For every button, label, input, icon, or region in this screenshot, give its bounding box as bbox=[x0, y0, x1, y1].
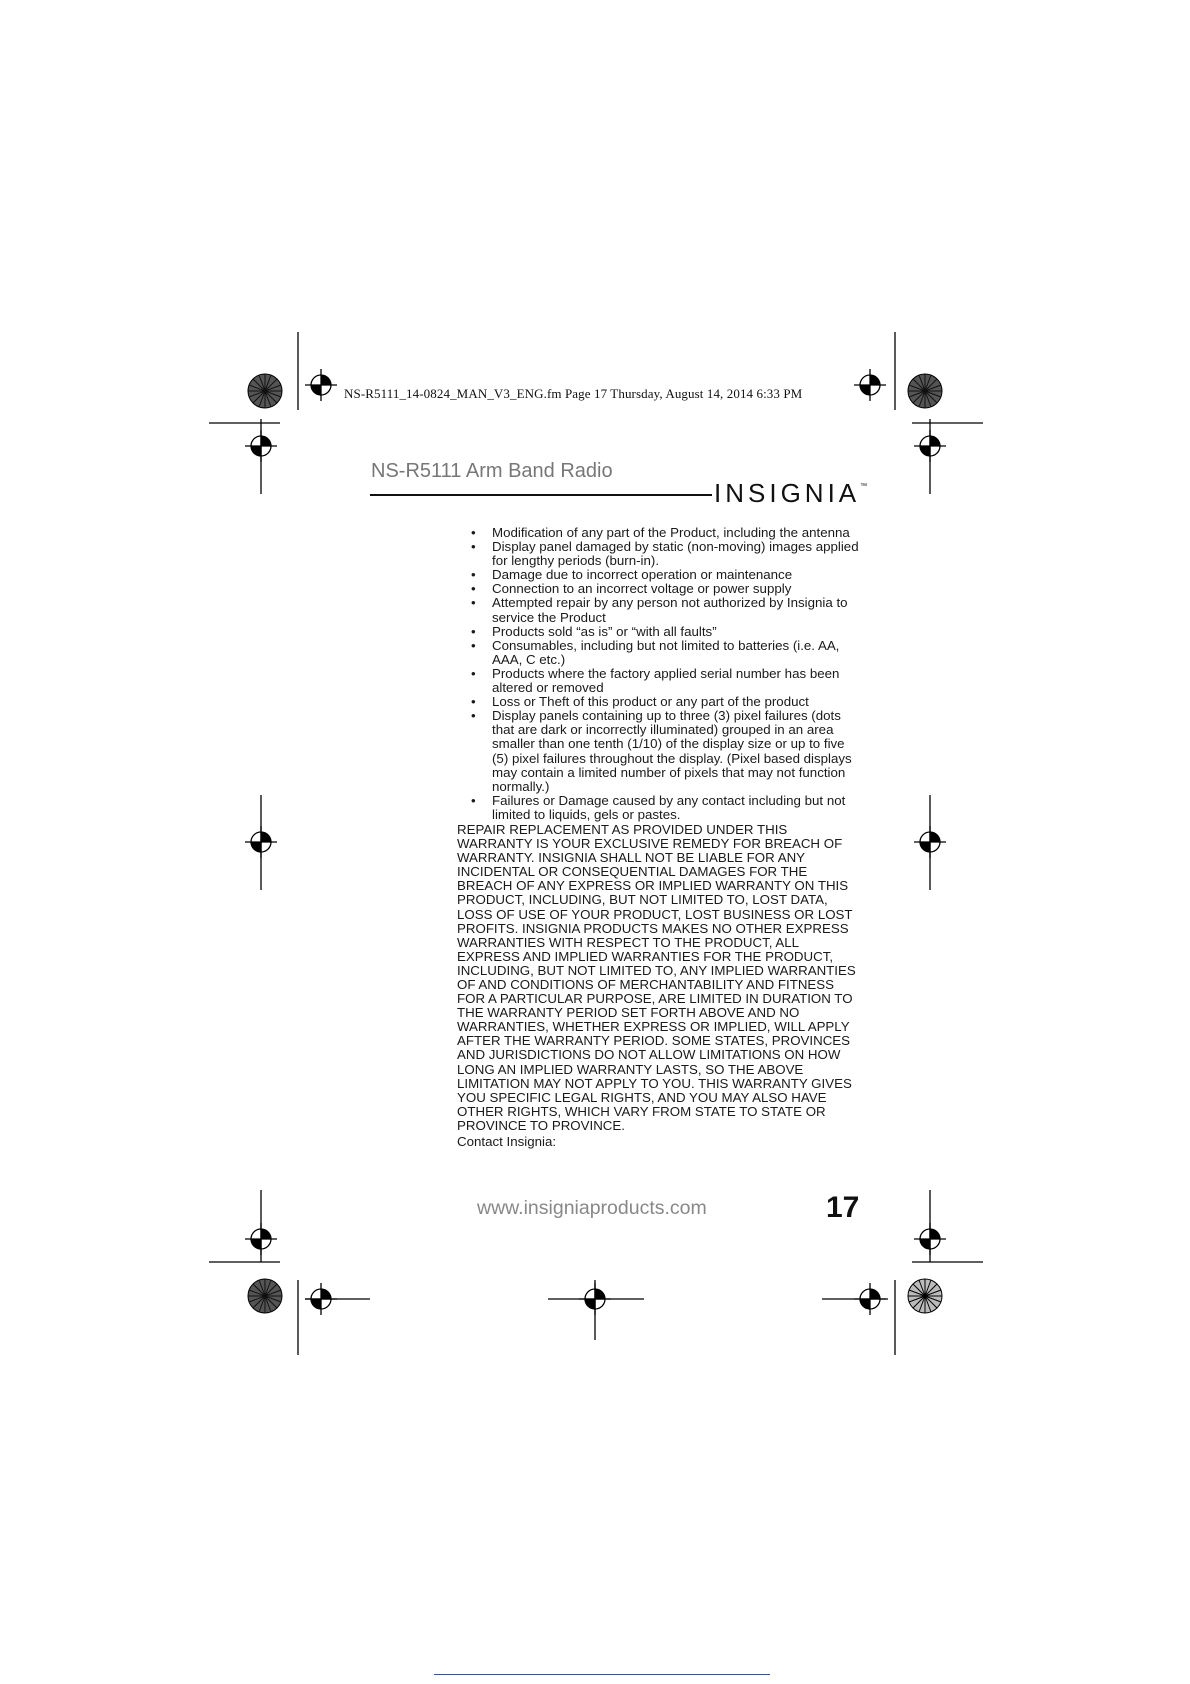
exclusions-list bbox=[457, 526, 859, 822]
list-item: • Products sold “as is” or “with all faults” bbox=[457, 625, 859, 639]
list-item: • Connection to an incorrect voltage or power supply bbox=[457, 582, 859, 596]
page-header-title: NS-R5111 Arm Band Radio bbox=[371, 460, 613, 482]
bottom-link-underline bbox=[434, 1674, 770, 1675]
file-slug-line: NS-R5111_14-0824_MAN_V3_ENG.fm Page 17 Thursday, August 14, 2014 6:33 PM bbox=[344, 386, 803, 401]
list-item: • Modification of any part of the Product, including the antenna bbox=[457, 526, 859, 540]
header-divider bbox=[370, 494, 712, 496]
trademark-mark: ™ bbox=[860, 483, 868, 490]
list-item: • Attempted repair by any person not authorized by Insignia to service the Product bbox=[457, 596, 859, 624]
list-item: • Display panel damaged by static (non-moving) images applied for lengthy periods (burn-in). bbox=[457, 540, 859, 568]
list-item: • Products where the factory applied serial number has been altered or removed bbox=[457, 667, 859, 695]
page-number: 17 bbox=[826, 1191, 860, 1224]
brand-logo-text: INSIGNIA bbox=[714, 478, 861, 508]
brand-logo bbox=[714, 478, 867, 509]
contact-label: Contact Insignia: bbox=[457, 1134, 557, 1150]
liability-disclaimer: REPAIR REPLACEMENT AS PROVIDED UNDER THIS WARRANTY IS YOUR EXCLUSIVE REMEDY FOR BREACH OF WARRANTY. INSIGNIA SHALL NOT BE LIABLE FOR ANY INCIDENTAL OR CONSEQUENTIAL DAMAGES FOR THE BREACH OF ANY EXPRESS OR IMPLIED WARRANTY ON THIS PRODUCT, INCLUDING, BUT NOT LIMITED TO, LOST DATA, LOSS OF USE OF YOUR PRODUCT, LOST BUSINESS OR LOST PROFITS. INSIGNIA PRODUCTS MAKES NO OTHER EXPRESS WARRANTIES WITH RESPECT TO THE PRODUCT, ALL EXPRESS AND IMPLIED WARRANTIES FOR THE PRODUCT, INCLUDING, BUT NOT LIMITED TO, ANY IMPLIED WARRANTIES OF AND CONDITIONS OF MERCHANTABILITY AND FITNESS FOR A PARTICULAR PURPOSE, ARE LIMITED IN DURATION TO THE WARRANTY PERIOD SET FORTH ABOVE AND NO WARRANTIES, WHETHER EXPRESS OR IMPLIED, WILL APPLY AFTER THE WARRANTY PERIOD. SOME STATES, PROVINCES AND JURISDICTIONS DO NOT ALLOW LIMITATIONS ON HOW LONG AN IMPLIED WARRANTY LASTS, SO THE ABOVE LIMITATION MAY NOT APPLY TO YOU. THIS WARRANTY GIVES YOU SPECIFIC LEGAL RIGHTS, AND YOU MAY ALSO HAVE OTHER RIGHTS, WHICH VARY FROM STATE TO STATE OR PROVINCE TO PROVINCE. bbox=[457, 821, 856, 1133]
footer-website-link[interactable]: www.insigniaproducts.com bbox=[477, 1197, 707, 1219]
list-item: • Display panels containing up to three (3) pixel failures (dots that are dark or incorrectly illuminated) grouped in an area smaller than one tenth (1/10) of the display size or up to five (5) pixel failures throughout the display. (Pixel based displays may contain a limited number of pixels that may not function normally.) bbox=[457, 709, 859, 794]
warranty-body bbox=[457, 526, 859, 1149]
list-item: • Loss or Theft of this product or any part of the product bbox=[457, 695, 859, 709]
list-item: • Consumables, including but not limited to batteries (i.e. AA, AAA, C etc.) bbox=[457, 639, 859, 667]
list-item: • Failures or Damage caused by any contact including but not limited to liquids, gels or pastes. bbox=[457, 794, 859, 822]
list-item: • Damage due to incorrect operation or maintenance bbox=[457, 568, 859, 582]
